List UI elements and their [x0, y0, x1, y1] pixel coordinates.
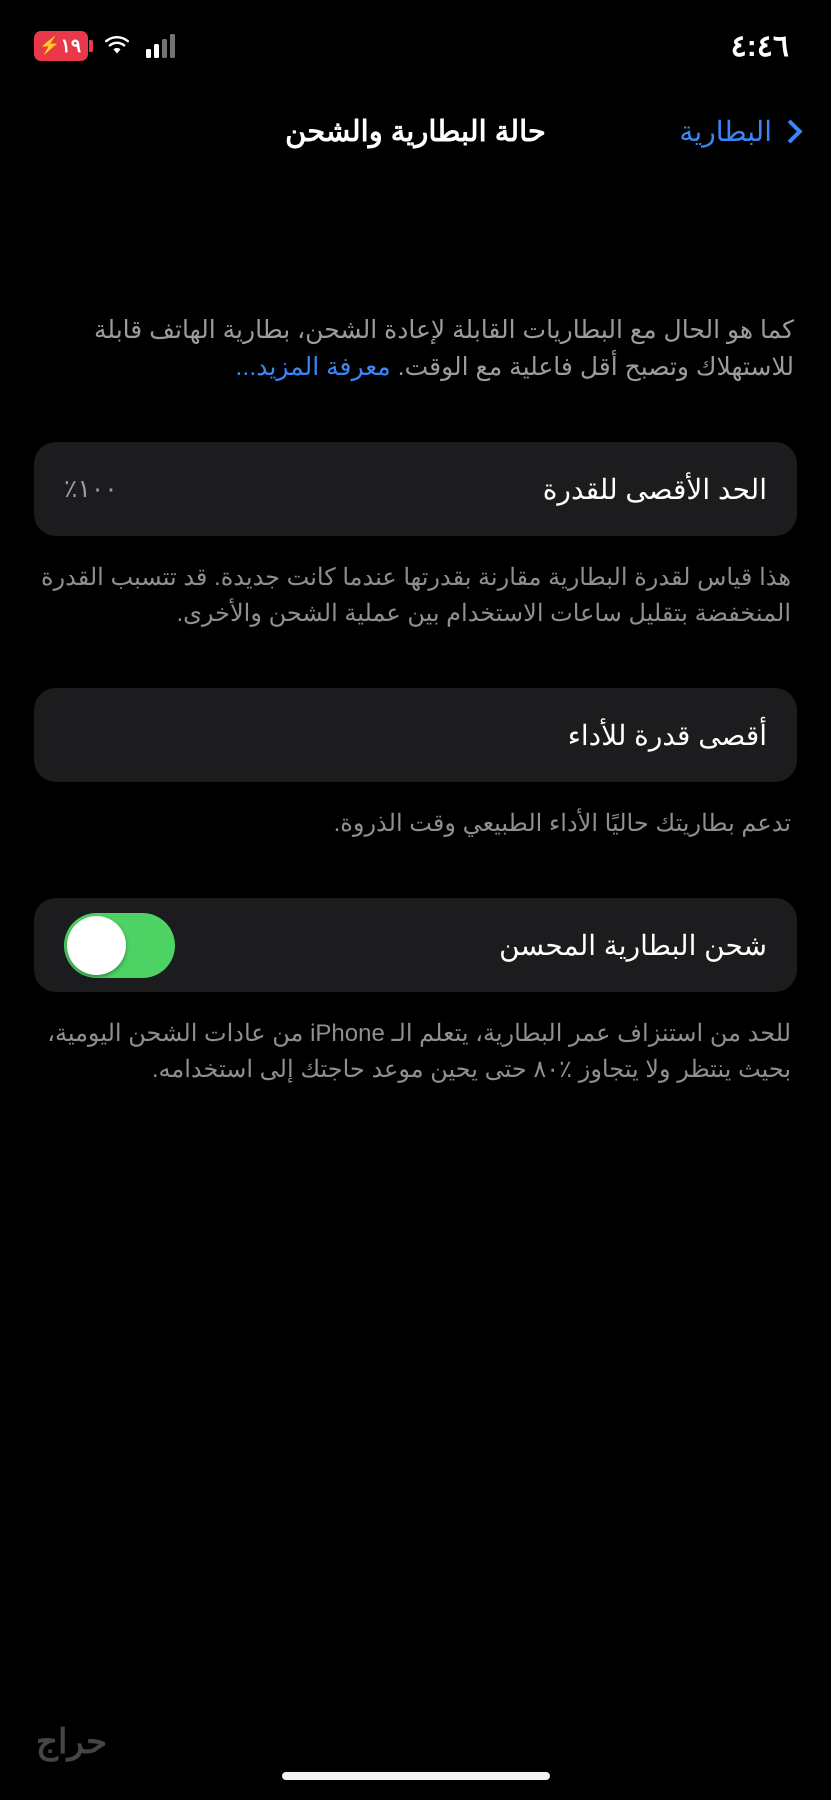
optimized-charging-toggle[interactable]: [64, 913, 175, 978]
toggle-knob: [67, 916, 126, 975]
maximum-capacity-label: الحد الأقصى للقدرة: [542, 473, 767, 505]
navigation-bar: [0, 92, 831, 170]
learn-more-link[interactable]: معرفة المزيد...: [235, 353, 391, 381]
settings-content: [0, 312, 831, 1088]
bolt-icon: ⚡: [39, 36, 60, 55]
status-bar-time: ٤:٤٦: [730, 29, 789, 63]
back-button-label: البطارية: [679, 115, 772, 147]
maximum-capacity-value: ٪١٠٠: [64, 475, 118, 503]
watermark-logo: حراج: [36, 1723, 108, 1761]
maximum-capacity-caption: هذا قياس لقدرة البطارية مقارنة بقدرتها عندما كانت جديدة. قد تتسبب القدرة المنخفضة بتقليل ساعات الاستخدام بين عملية الشحن والأخرى.: [40, 564, 791, 627]
intro-text: كما هو الحال مع البطاريات القابلة لإعادة الشحن، بطارية الهاتف قابلة للاستهلاك وتصبح أقل فاعلية مع الوقت.: [94, 316, 794, 381]
battery-percent-label: ١٩: [60, 35, 82, 57]
chevron-right-icon: [778, 119, 802, 143]
back-button[interactable]: [679, 115, 799, 148]
optimized-charging-label: شحن البطارية المحسن: [499, 929, 767, 961]
wifi-icon: [102, 34, 132, 58]
home-indicator[interactable]: [282, 1772, 550, 1780]
maximum-capacity-row[interactable]: [34, 442, 797, 536]
page-title: حالة البطارية والشحن: [285, 115, 546, 148]
intro-paragraph: [34, 312, 797, 386]
cellular-bars-icon: [146, 34, 175, 58]
battery-status-icon: [34, 31, 88, 61]
status-bar: [0, 0, 831, 92]
optimized-charging-row[interactable]: [34, 898, 797, 992]
peak-performance-label: أقصى قدرة للأداء: [567, 719, 767, 751]
status-bar-left: [34, 31, 175, 61]
peak-performance-row[interactable]: [34, 688, 797, 782]
peak-performance-caption: تدعم بطاريتك حاليًا الأداء الطبيعي وقت الذروة.: [333, 810, 791, 837]
optimized-charging-caption: للحد من استنزاف عمر البطارية، يتعلم الـ iPhone من عادات الشحن اليومية، بحيث ينتظر ولا يتجاوز ٪٨٠ حتى يحين موعد حاجتك إلى استخدامه.: [47, 1020, 791, 1083]
